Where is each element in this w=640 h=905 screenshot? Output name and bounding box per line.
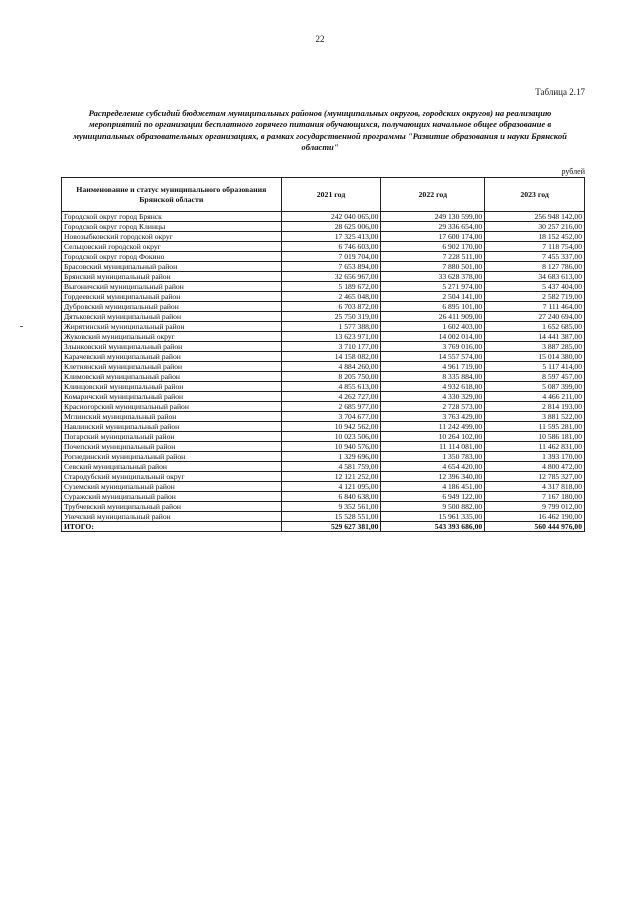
amount-2021: 3 704 677,00: [281, 412, 381, 422]
amount-2023: 18 152 452,00: [485, 232, 585, 242]
municipality-name: Городской округ город Фокино: [62, 252, 282, 262]
amount-2022: 6 895 101,00: [381, 302, 485, 312]
amount-2021: 7 653 894,00: [281, 262, 381, 272]
amount-2023: 4 466 211,00: [485, 392, 585, 402]
amount-2022: 10 264 102,00: [381, 432, 485, 442]
amount-2022: 9 500 882,00: [381, 502, 485, 512]
table-row: [62, 362, 585, 372]
amount-2021: 12 121 252,00: [281, 472, 381, 482]
amount-2022: 11 114 081,00: [381, 442, 485, 452]
amount-2021: 4 121 095,00: [281, 482, 381, 492]
amount-2022: 6 949 122,00: [381, 492, 485, 502]
municipality-name: Новозыбковский городской округ: [62, 232, 282, 242]
amount-2021: 10 942 562,00: [281, 422, 381, 432]
amount-2021: 13 623 971,00: [281, 332, 381, 342]
amount-2021: 5 189 672,00: [281, 282, 381, 292]
amount-2023: 5 087 399,00: [485, 382, 585, 392]
municipality-name: Климовский муниципальный район: [62, 372, 282, 382]
units-label: рублей: [561, 167, 585, 176]
amount-2023: 10 586 181,00: [485, 432, 585, 442]
amount-2021: 14 158 082,00: [281, 352, 381, 362]
municipality-name: Брасовский муниципальный район: [62, 262, 282, 272]
amount-2022: 3 763 429,00: [381, 412, 485, 422]
table-row: [62, 502, 585, 512]
page-number: 22: [315, 34, 325, 44]
amount-2023: 2 814 193,00: [485, 402, 585, 412]
table-row: [62, 472, 585, 482]
amount-2022: 26 411 909,00: [381, 312, 485, 322]
table-row: [62, 452, 585, 462]
municipality-name: Красногорский муниципальный район: [62, 402, 282, 412]
amount-2023: 7 167 180,00: [485, 492, 585, 502]
table-row: [62, 302, 585, 312]
table-row: [62, 272, 585, 282]
municipality-name: Почепский муниципальный район: [62, 442, 282, 452]
amount-2022: 2 728 573,00: [381, 402, 485, 412]
amount-2023: 30 257 216,00: [485, 222, 585, 232]
amount-2022: 7 228 511,00: [381, 252, 485, 262]
amount-2021: 8 205 750,00: [281, 372, 381, 382]
table-row: [62, 242, 585, 252]
amount-2021: 3 710 177,00: [281, 342, 381, 352]
municipality-name: Погарский муниципальный район: [62, 432, 282, 442]
table-row: [62, 432, 585, 442]
amount-2022: 3 769 016,00: [381, 342, 485, 352]
amount-2023: 11 595 281,00: [485, 422, 585, 432]
amount-2022: 7 880 501,00: [381, 262, 485, 272]
table-row: [62, 232, 585, 242]
amount-2021: 7 019 704,00: [281, 252, 381, 262]
municipality-name: Суземский муниципальный район: [62, 482, 282, 492]
amount-2022: 4 961 719,00: [381, 362, 485, 372]
amount-2022: 11 242 499,00: [381, 422, 485, 432]
amount-2023: 34 683 613,00: [485, 272, 585, 282]
amount-2021: 10 023 506,00: [281, 432, 381, 442]
table-heading: Распределение субсидий бюджетам муниципальных районов (муниципальных округов, городских округов) на реализацию мероприятий по организации бесплатного горячего питания обучающихся, получающих начальное общее образование в муниципальных образовательных организациях, в рамках государственной программы "Развитие образования и науки Брянской области": [73, 108, 567, 152]
amount-2022: 14 557 574,00: [381, 352, 485, 362]
table-row: [62, 342, 585, 352]
table-header-row: [62, 178, 585, 212]
amount-2021: 2 465 048,00: [281, 292, 381, 302]
column-header-2022: 2022 год: [381, 178, 485, 212]
amount-2022: 4 932 618,00: [381, 382, 485, 392]
amount-2023: 8 127 786,00: [485, 262, 585, 272]
amount-2021: 1 329 696,00: [281, 452, 381, 462]
amount-2021: 4 581 759,00: [281, 462, 381, 472]
table-row: [62, 222, 585, 232]
amount-2022: 33 628 378,00: [381, 272, 485, 282]
amount-2021: 17 325 413,00: [281, 232, 381, 242]
amount-2023: 4 800 472,00: [485, 462, 585, 472]
amount-2023: 16 462 190,00: [485, 512, 585, 522]
municipality-name: Злынковский муниципальный район: [62, 342, 282, 352]
amount-2022: 12 396 340,00: [381, 472, 485, 482]
amount-2022: 5 271 974,00: [381, 282, 485, 292]
amount-2022: 15 961 335,00: [381, 512, 485, 522]
amount-2021: 4 855 613,00: [281, 382, 381, 392]
municipality-name: Гордеевский муниципальный район: [62, 292, 282, 302]
amount-2022: 14 002 014,00: [381, 332, 485, 342]
amount-2023: 4 317 818,00: [485, 482, 585, 492]
table-row: [62, 392, 585, 402]
total-2022: 543 393 686,00: [381, 522, 485, 532]
amount-2022: 1 602 403,00: [381, 322, 485, 332]
municipality-name: Карачевский муниципальный район: [62, 352, 282, 362]
total-2021: 529 627 381,00: [281, 522, 381, 532]
amount-2023: 8 597 457,00: [485, 372, 585, 382]
table-row: [62, 512, 585, 522]
municipality-name: Клетнянский муниципальный район: [62, 362, 282, 372]
amount-2023: 1 652 685,00: [485, 322, 585, 332]
amount-2021: 6 746 603,00: [281, 242, 381, 252]
total-row: [62, 522, 585, 532]
table-row: [62, 462, 585, 472]
table-row: [62, 332, 585, 342]
amount-2023: 2 582 719,00: [485, 292, 585, 302]
total-label: ИТОГО:: [62, 522, 282, 532]
amount-2023: 9 799 012,00: [485, 502, 585, 512]
table-body: [62, 212, 585, 532]
table-row: [62, 382, 585, 392]
amount-2023: 15 014 380,00: [485, 352, 585, 362]
column-header-2021: 2021 год: [281, 178, 381, 212]
table-row: [62, 352, 585, 362]
municipality-name: Комаричский муниципальный район: [62, 392, 282, 402]
municipality-name: Севский муниципальный район: [62, 462, 282, 472]
amount-2021: 25 750 319,00: [281, 312, 381, 322]
amount-2021: 32 656 967,00: [281, 272, 381, 282]
table-row: [62, 252, 585, 262]
amount-2021: 4 884 260,00: [281, 362, 381, 372]
amount-2021: 6 703 872,00: [281, 302, 381, 312]
table-row: [62, 312, 585, 322]
municipality-name: Стародубский муниципальный округ: [62, 472, 282, 482]
amount-2022: 1 350 783,00: [381, 452, 485, 462]
amount-2023: 3 887 285,00: [485, 342, 585, 352]
amount-2022: 8 335 884,00: [381, 372, 485, 382]
amount-2022: 17 600 174,00: [381, 232, 485, 242]
municipality-name: Суражский муниципальный район: [62, 492, 282, 502]
subsidy-table: [61, 177, 585, 532]
amount-2023: 7 111 464,00: [485, 302, 585, 312]
amount-2023: 7 455 337,00: [485, 252, 585, 262]
amount-2023: 3 881 522,00: [485, 412, 585, 422]
amount-2021: 242 040 065,00: [281, 212, 381, 222]
amount-2021: 28 625 006,00: [281, 222, 381, 232]
amount-2023: 5 117 414,00: [485, 362, 585, 372]
table-row: [62, 492, 585, 502]
amount-2023: 14 441 387,00: [485, 332, 585, 342]
column-header-2023: 2023 год: [485, 178, 585, 212]
municipality-name: Брянский муниципальный район: [62, 272, 282, 282]
amount-2022: 4 330 329,00: [381, 392, 485, 402]
table-row: [62, 402, 585, 412]
total-2023: 560 444 976,00: [485, 522, 585, 532]
municipality-name: Выгоничский муниципальный район: [62, 282, 282, 292]
municipality-name: Рогнединский муниципальный район: [62, 452, 282, 462]
amount-2023: 12 785 327,00: [485, 472, 585, 482]
amount-2021: 1 577 388,00: [281, 322, 381, 332]
table-row: [62, 292, 585, 302]
amount-2021: 10 940 576,00: [281, 442, 381, 452]
municipality-name: Городской округ город Брянск: [62, 212, 282, 222]
amount-2022: 4 186 451,00: [381, 482, 485, 492]
municipality-name: Трубчевский муниципальный район: [62, 502, 282, 512]
table-row: [62, 442, 585, 452]
table-row: [62, 262, 585, 272]
column-header-name: Наименование и статус муниципального образования Брянской области: [62, 178, 282, 212]
amount-2021: 6 840 638,00: [281, 492, 381, 502]
margin-mark: [20, 326, 23, 327]
amount-2021: 2 685 977,00: [281, 402, 381, 412]
amount-2023: 7 118 754,00: [485, 242, 585, 252]
table-row: [62, 412, 585, 422]
amount-2022: 249 130 599,00: [381, 212, 485, 222]
municipality-name: Дятьковский муниципальный район: [62, 312, 282, 322]
table-row: [62, 372, 585, 382]
municipality-name: Унечский муниципальный район: [62, 512, 282, 522]
municipality-name: Жуковский муниципальный округ: [62, 332, 282, 342]
municipality-name: Дубровский муниципальный район: [62, 302, 282, 312]
amount-2023: 11 462 831,00: [485, 442, 585, 452]
municipality-name: Мглинский муниципальный район: [62, 412, 282, 422]
municipality-name: Городской округ город Клинцы: [62, 222, 282, 232]
amount-2023: 1 393 170,00: [485, 452, 585, 462]
table-row: [62, 282, 585, 292]
amount-2022: 29 336 654,00: [381, 222, 485, 232]
amount-2022: 6 902 170,00: [381, 242, 485, 252]
amount-2021: 9 352 561,00: [281, 502, 381, 512]
municipality-name: Жирятинский муниципальный район: [62, 322, 282, 332]
municipality-name: Клинцовский муниципальный район: [62, 382, 282, 392]
table-row: [62, 212, 585, 222]
amount-2023: 5 437 404,00: [485, 282, 585, 292]
table-label: Таблица 2.17: [535, 87, 585, 97]
municipality-name: Навлинский муниципальный район: [62, 422, 282, 432]
amount-2021: 4 262 727,00: [281, 392, 381, 402]
amount-2023: 27 240 694,00: [485, 312, 585, 322]
table-row: [62, 422, 585, 432]
amount-2022: 4 654 420,00: [381, 462, 485, 472]
municipality-name: Сельцовский городской округ: [62, 242, 282, 252]
amount-2023: 256 948 142,00: [485, 212, 585, 222]
amount-2022: 2 504 141,00: [381, 292, 485, 302]
table-row: [62, 482, 585, 492]
amount-2021: 15 528 551,00: [281, 512, 381, 522]
table-row: [62, 322, 585, 332]
